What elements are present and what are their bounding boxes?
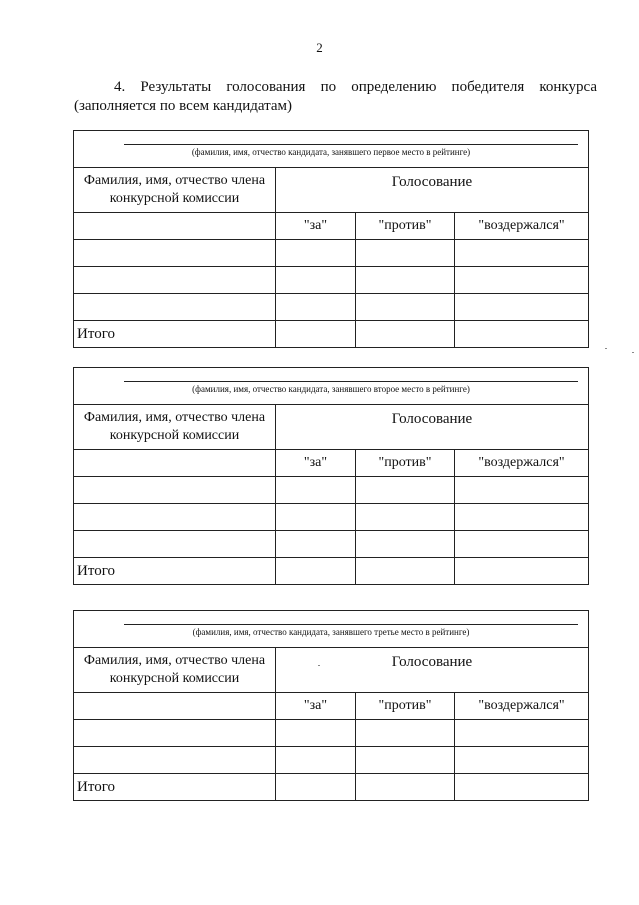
vote-for-cell[interactable] [276,531,356,558]
vote-against-cell[interactable] [356,747,455,774]
member-header: Фамилия, имя, отчество члена конкурсной комиссии [74,405,276,450]
total-abstained-cell[interactable] [455,558,589,585]
option-abstained: "воздержался" [455,213,589,240]
voting-table-second-place [73,367,589,585]
vote-against-cell[interactable] [356,294,455,321]
vote-abstained-cell[interactable] [455,240,589,267]
member-name-cell[interactable] [74,294,276,321]
scan-speck [318,665,320,666]
vote-against-cell[interactable] [356,267,455,294]
empty-cell [74,213,276,240]
table-row [74,504,589,531]
candidate-name-line [124,144,578,145]
scan-speck [632,352,634,353]
total-row [74,774,589,801]
page-number: 2 [316,40,323,55]
total-abstained-cell[interactable] [455,321,589,348]
empty-cell [74,693,276,720]
vote-against-cell[interactable] [356,531,455,558]
vote-abstained-cell[interactable] [455,267,589,294]
candidate-name-field[interactable] [74,611,589,648]
vote-abstained-cell[interactable] [455,477,589,504]
empty-cell [74,450,276,477]
vote-against-cell[interactable] [356,720,455,747]
member-name-cell[interactable] [74,531,276,558]
member-name-cell[interactable] [74,747,276,774]
total-label: Итого [74,321,276,348]
section-title-line-1: 4. Результаты голосования по определению победителя конкурса [114,79,597,95]
member-name-cell[interactable] [74,267,276,294]
total-row [74,558,589,585]
total-for-cell[interactable] [276,774,356,801]
option-against: "против" [356,213,455,240]
total-row [74,321,589,348]
member-name-cell[interactable] [74,504,276,531]
member-name-cell[interactable] [74,240,276,267]
option-abstained: "воздержался" [455,693,589,720]
voting-header: Голосование [276,405,589,450]
option-for: "за" [276,213,356,240]
total-abstained-cell[interactable] [455,774,589,801]
voting-header: Голосование [276,168,589,213]
option-for: "за" [276,450,356,477]
vote-abstained-cell[interactable] [455,720,589,747]
vote-abstained-cell[interactable] [455,531,589,558]
scan-speck [605,348,607,349]
vote-for-cell[interactable] [276,720,356,747]
total-for-cell[interactable] [276,558,356,585]
candidate-caption: (фамилия, имя, отчество кандидата, занявшего второе место в рейтинге) [192,384,470,394]
voting-table-third-place [73,610,589,801]
member-name-cell[interactable] [74,477,276,504]
vote-abstained-cell[interactable] [455,747,589,774]
member-header: Фамилия, имя, отчество члена конкурсной комиссии [74,648,276,693]
section-title-line-2: (заполняется по всем кандидатам) [74,98,293,114]
member-name-cell[interactable] [74,720,276,747]
vote-abstained-cell[interactable] [455,504,589,531]
table-row [74,720,589,747]
vote-against-cell[interactable] [356,504,455,531]
vote-for-cell[interactable] [276,477,356,504]
candidate-name-field[interactable] [74,131,589,168]
table-row [74,294,589,321]
vote-abstained-cell[interactable] [455,294,589,321]
vote-against-cell[interactable] [356,240,455,267]
candidate-name-line [124,381,578,382]
total-label: Итого [74,558,276,585]
member-header: Фамилия, имя, отчество члена конкурсной комиссии [74,168,276,213]
option-against: "против" [356,693,455,720]
table-row [74,267,589,294]
total-against-cell[interactable] [356,321,455,348]
total-label: Итого [74,774,276,801]
table-row [74,240,589,267]
voting-header: Голосование [276,648,589,693]
total-against-cell[interactable] [356,774,455,801]
table-row [74,747,589,774]
voting-table-first-place [73,130,589,348]
candidate-caption: (фамилия, имя, отчество кандидата, занявшего первое место в рейтинге) [191,147,471,157]
option-abstained: "воздержался" [455,450,589,477]
vote-for-cell[interactable] [276,294,356,321]
total-against-cell[interactable] [356,558,455,585]
option-against: "против" [356,450,455,477]
candidate-name-field[interactable] [74,368,589,405]
total-for-cell[interactable] [276,321,356,348]
vote-for-cell[interactable] [276,504,356,531]
table-row [74,531,589,558]
vote-for-cell[interactable] [276,747,356,774]
table-row [74,477,589,504]
option-for: "за" [276,693,356,720]
section-title [74,78,597,116]
vote-against-cell[interactable] [356,477,455,504]
candidate-caption: (фамилия, имя, отчество кандидата, занявшего третье место в рейтинге) [192,627,470,637]
vote-for-cell[interactable] [276,267,356,294]
candidate-name-line [124,624,578,625]
vote-for-cell[interactable] [276,240,356,267]
